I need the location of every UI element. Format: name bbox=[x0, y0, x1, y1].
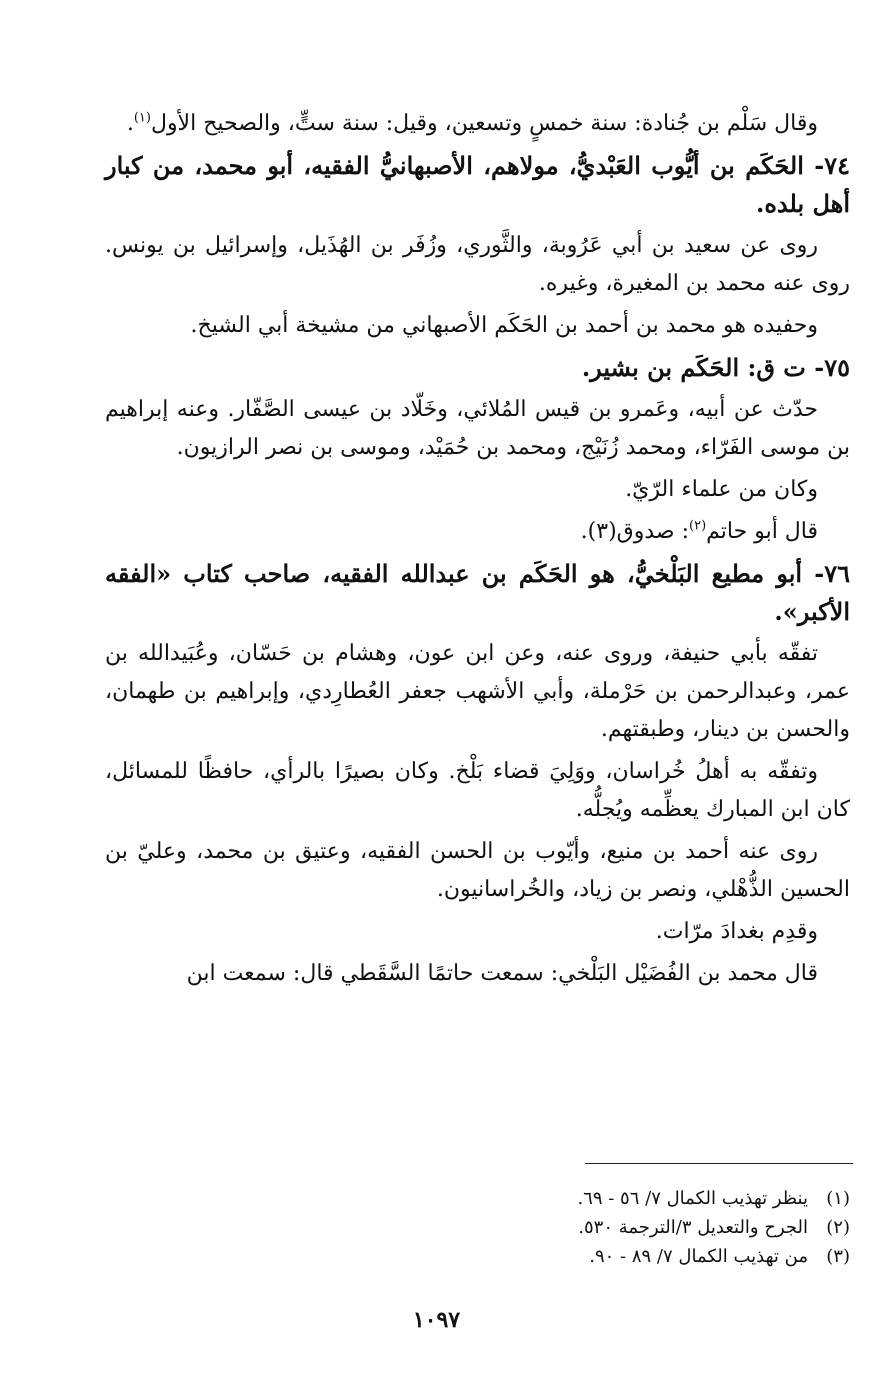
paragraph-text: وقال سَلْم بن جُنادة: سنة خمسٍ وتسعين، وقيل: سنة ستٍّ، والصحيح الأول bbox=[150, 111, 818, 136]
paragraph bbox=[105, 391, 850, 467]
paragraph-tail: . bbox=[126, 111, 134, 136]
paragraph bbox=[105, 105, 850, 143]
paragraph-text: وقدِم بغدادَ مرّات. bbox=[655, 919, 818, 944]
paragraph-text: تفقّه بأبي حنيفة، وروى عنه، وعن ابن عون، وهشام بن حَسّان، وعُبَيدالله بن عمر، وعبدالرحمن بن حَرْملة، وأبي الأشهب جعفر العُطارِدي، وإبراهيم بن طهمان، والحسن بن دينار، وطبقتهم. bbox=[105, 641, 850, 742]
main-text bbox=[105, 105, 850, 997]
footnote-ref[interactable]: (١) bbox=[133, 110, 151, 126]
paragraph-text: قال أبو حاتم bbox=[706, 519, 818, 544]
paragraph bbox=[105, 227, 850, 303]
paragraph-text: قال محمد بن الفُضَيْل البَلْخي: سمعت حاتمًا السَّقَطي قال: سمعت ابن bbox=[186, 961, 818, 986]
paragraph bbox=[105, 635, 850, 749]
footnote-number: (٣) bbox=[826, 1246, 850, 1267]
paragraph-text: روى عن سعيد بن أبي عَرُوبة، والثَّوري، وزُفَر بن الهُذَيل، وإسرائيل بن يونس. روى عنه محمد بن المغيرة، وغيره. bbox=[105, 233, 850, 296]
paragraph-text: ٧٦- أبو مطيع البَلْخيُّ، هو الحَكَم بن عبدالله الفقيه، صاحب كتاب «الفقه الأكبر». bbox=[105, 559, 850, 626]
paragraph bbox=[105, 307, 850, 345]
paragraph-tail: : صدوق(٣). bbox=[580, 519, 689, 544]
paragraph-text: وتفقّه به أهلُ خُراسان، ووَلِيَ قضاء بَلْخ. وكان بصيرًا بالرأي، حافظًا للمسائل، كان ابن المبارك يعظِّمه ويُجلُّه. bbox=[105, 759, 850, 822]
paragraph-text: روى عنه أحمد بن منيع، وأيّوب بن الحسن الفقيه، وعتيق بن محمد، وعليّ بن الحسين الذُّهْلي، ونصر بن زياد، والخُراسانيون. bbox=[105, 839, 850, 902]
footnote-text: ينظر تهذيب الكمال ٧/ ٥٦ - ٦٩. bbox=[577, 1188, 808, 1209]
paragraph bbox=[105, 471, 850, 509]
footnote-number: (٢) bbox=[826, 1217, 850, 1238]
footnote-divider bbox=[585, 1163, 853, 1164]
footnote-ref[interactable]: (٢) bbox=[689, 518, 707, 534]
footnote bbox=[105, 1242, 850, 1271]
paragraph bbox=[105, 513, 850, 551]
paragraph bbox=[105, 753, 850, 829]
footnote bbox=[105, 1184, 850, 1213]
paragraph-text: ٧٤- الحَكَم بن أيُّوب العَبْديُّ، مولاهم، الأصبهانيُّ الفقيه، أبو محمد، من كبار أهل بلده. bbox=[105, 151, 850, 218]
footnote bbox=[105, 1213, 850, 1242]
page-number: ١٠٩٧ bbox=[412, 1307, 461, 1333]
paragraph bbox=[105, 955, 850, 993]
paragraph bbox=[105, 833, 850, 909]
paragraph-text: وكان من علماء الرّيّ. bbox=[625, 477, 818, 502]
entry-heading bbox=[105, 147, 850, 223]
entry-heading bbox=[105, 349, 850, 387]
entry-heading bbox=[105, 555, 850, 631]
paragraph bbox=[105, 913, 850, 951]
paragraph-text: ٧٥- ت ق: الحَكَم بن بشير. bbox=[581, 353, 850, 382]
paragraph-text: حدّث عن أبيه، وعَمرو بن قيس المُلائي، وخَلّاد بن عيسى الصَّفّار. وعنه إبراهيم بن موسى الفَرّاء، ومحمد زُنَيْج، ومحمد بن حُمَيْد، وموسى بن نصر الرازيون. bbox=[105, 397, 850, 460]
paragraph-text: وحفيده هو محمد بن أحمد بن الحَكَم الأصبهاني من مشيخة أبي الشيخ. bbox=[190, 313, 818, 338]
footnote-number: (١) bbox=[826, 1188, 850, 1209]
footnotes bbox=[105, 1184, 850, 1271]
footnote-text: من تهذيب الكمال ٧/ ٨٩ - ٩٠. bbox=[589, 1246, 808, 1267]
footnote-text: الجرح والتعديل ٣/الترجمة ٥٣٠. bbox=[578, 1217, 808, 1238]
